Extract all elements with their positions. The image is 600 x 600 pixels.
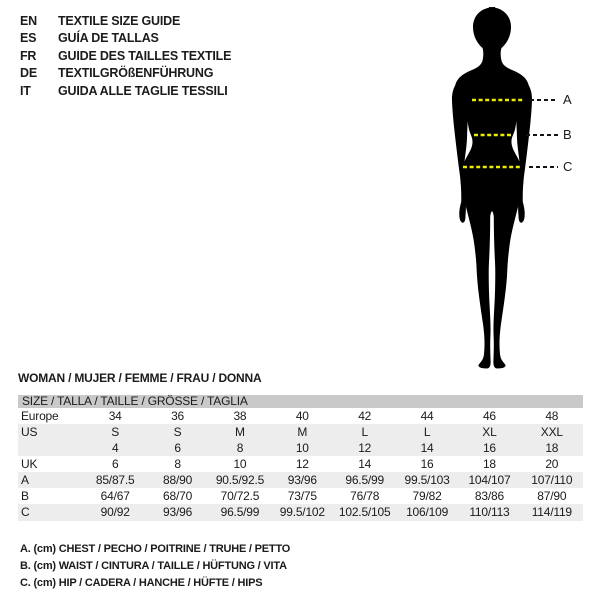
lang-row-fr: [20, 48, 231, 65]
lang-label: GUÍA DE TALLAS: [58, 31, 159, 46]
table-row-europe: [18, 408, 583, 424]
table-cell: 107/110: [531, 473, 573, 487]
lang-row-en: [20, 13, 231, 30]
table-cell: 34: [108, 409, 122, 423]
callout-line-b: [526, 134, 558, 136]
table-row-waist-b: [18, 488, 583, 504]
table-cell: S: [111, 425, 120, 439]
table-cell: 83/86: [474, 489, 504, 503]
table-cell: 93/96: [163, 505, 193, 519]
table-cell: 114/119: [531, 505, 572, 519]
table-cell: 96.5/99: [220, 505, 260, 519]
table-cell: 87/90: [537, 489, 567, 503]
table-cell: 8: [236, 441, 244, 455]
legend-item-hip: C. (cm) HIP / CADERA / HANCHE / HÜFTE / HIPS: [20, 577, 263, 589]
row-label: Europe: [21, 409, 59, 423]
table-cell: 40: [295, 409, 309, 423]
table-cell: 70/72.5: [220, 489, 260, 503]
table-cell: 16: [482, 441, 496, 455]
table-cell: 93/96: [287, 473, 317, 487]
table-header: SIZE / TALLA / TAILLE / GRÖSSE / TAGLIA: [18, 395, 583, 408]
row-label-empty: [18, 440, 84, 456]
lang-code: FR: [20, 48, 37, 63]
table-cell: 88/90: [163, 473, 193, 487]
table-row-uk: [18, 456, 583, 472]
table-cell: 38: [233, 409, 247, 423]
table-cell: 99.5/103: [404, 473, 450, 487]
table-cell: 20: [545, 457, 559, 471]
table-cell: 76/78: [350, 489, 380, 503]
table-cell: 90/92: [100, 505, 130, 519]
section-title-woman: WOMAN / MUJER / FEMME / FRAU / DONNA: [18, 371, 262, 385]
table-cell: 106/109: [406, 505, 449, 519]
table-cell: M: [297, 425, 308, 439]
table-cell: 4: [111, 441, 119, 455]
table-cell: 64/67: [100, 489, 130, 503]
lang-label: GUIDA ALLE TAGLIE TESSILI: [58, 83, 228, 98]
table-cell: 48: [545, 409, 559, 423]
table-cell: 79/82: [412, 489, 442, 503]
table-cell: XL: [482, 425, 497, 439]
table-cell: 44: [420, 409, 434, 423]
table-row-us: [18, 424, 583, 456]
table-cell: 46: [482, 409, 496, 423]
table-cell: S: [173, 425, 182, 439]
table-cell: L: [423, 425, 431, 439]
lang-row-it: [20, 83, 231, 100]
table-cell: 10: [295, 441, 309, 455]
woman-silhouette: [437, 5, 547, 370]
table-cell: 90.5/92.5: [215, 473, 265, 487]
table-cell: 8: [174, 457, 181, 471]
lang-row-de: [20, 65, 231, 82]
legend-item-waist: B. (cm) WAIST / CINTURA / TAILLE / HÜFTUNG / VITA: [20, 560, 287, 572]
table-cell: 99.5/102: [279, 505, 325, 519]
lang-code: IT: [20, 83, 31, 98]
row-label: B: [21, 489, 29, 503]
table-cell: M: [235, 425, 245, 439]
marker-c-label: C: [563, 159, 573, 174]
lang-code: DE: [20, 66, 37, 81]
table-cell: 10: [233, 457, 247, 471]
measurement-figure: [437, 5, 587, 370]
measurement-legend: [20, 541, 290, 592]
table-cell: 85/87.5: [95, 473, 135, 487]
lang-label: TEXTILGRÖßENFÜHRUNG: [58, 66, 214, 81]
row-label: US: [21, 425, 38, 439]
table-cell: XXL: [540, 425, 563, 439]
table-cell: 18: [482, 457, 496, 471]
lang-row-es: [20, 30, 231, 47]
language-list: [20, 13, 231, 100]
table-cell: 102.5/105: [338, 505, 391, 519]
legend-item-chest: A. (cm) CHEST / PECHO / POITRINE / TRUHE / PETTO: [20, 543, 291, 555]
table-cell: 36: [171, 409, 185, 423]
lang-label: GUIDE DES TAILLES TEXTILE: [58, 48, 232, 63]
lang-label: TEXTILE SIZE GUIDE: [58, 14, 181, 28]
table-cell: 14: [358, 457, 372, 471]
lang-code: EN: [20, 14, 37, 28]
table-cell: 12: [295, 457, 309, 471]
lang-code: ES: [20, 31, 37, 46]
table-cell: 110/113: [469, 505, 510, 519]
row-label: A: [21, 473, 29, 487]
row-label: UK: [21, 457, 38, 471]
table-cell: L: [361, 425, 368, 439]
table-cell: 18: [545, 441, 559, 455]
table-cell: 6: [111, 457, 119, 471]
table-cell: 16: [420, 457, 434, 471]
table-cell: 14: [420, 441, 434, 455]
table-cell: 42: [358, 409, 372, 423]
table-cell: 104/107: [468, 473, 511, 487]
table-cell: 12: [358, 441, 372, 455]
table-cell: 96.5/99: [345, 473, 384, 487]
table-cell: 68/70: [163, 489, 193, 503]
table-row-chest-a: [18, 472, 583, 488]
callout-line-c: [529, 166, 558, 168]
marker-b-label: B: [563, 127, 572, 142]
row-label: C: [21, 505, 30, 519]
size-table: [18, 395, 583, 521]
table-cell: 6: [174, 441, 181, 455]
callout-line-a: [530, 99, 558, 101]
table-row-hip-c: [18, 504, 583, 521]
marker-a-label: A: [563, 92, 572, 107]
table-cell: 73/75: [287, 489, 317, 503]
